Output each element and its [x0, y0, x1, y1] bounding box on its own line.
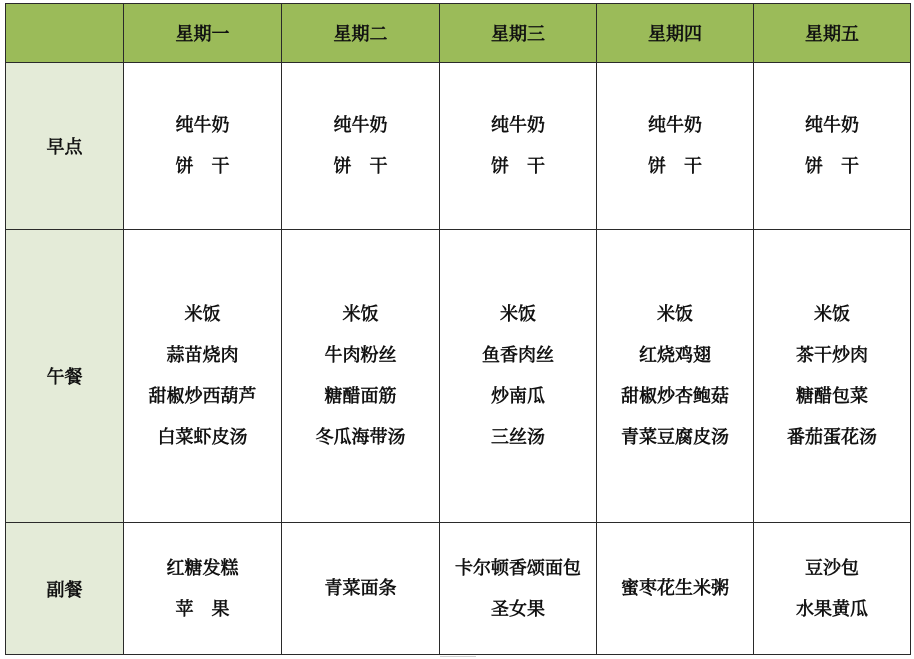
weekly-menu-table	[5, 3, 911, 655]
menu-cell-breakfast-monday	[124, 63, 282, 230]
menu-item: 红糖发糕	[166, 557, 239, 579]
menu-item: 青菜豆腐皮汤	[621, 427, 729, 448]
menu-cell-breakfast-tuesday	[282, 63, 440, 230]
menu-item: 茶干炒肉	[796, 345, 868, 366]
menu-item: 白菜虾皮汤	[157, 427, 248, 448]
menu-item: 甜椒炒西葫芦	[148, 386, 257, 407]
menu-item: 水果黄瓜	[796, 598, 868, 620]
menu-item: 圣女果	[491, 598, 545, 620]
meal-label-breakfast: 早点	[6, 63, 124, 230]
menu-item: 炒南瓜	[491, 386, 545, 407]
menu-item: 米饭	[342, 304, 379, 325]
menu-item: 糖醋包菜	[796, 386, 868, 407]
menu-cell-extra-wednesday	[440, 523, 597, 655]
day-header-monday: 星期一	[124, 4, 282, 63]
day-header-thursday: 星期四	[597, 4, 754, 63]
menu-item: 蒜苗烧肉	[166, 345, 239, 366]
menu-item: 蜜枣花生米粥	[621, 578, 729, 599]
extra-meal-row	[6, 523, 911, 655]
menu-cell-breakfast-friday	[754, 63, 911, 230]
menu-item: 鱼香肉丝	[482, 345, 554, 366]
menu-item: 纯牛奶	[491, 115, 545, 136]
breakfast-row	[6, 63, 911, 230]
menu-item: 苹 果	[175, 598, 230, 620]
menu-item: 饼 干	[175, 156, 230, 177]
menu-cell-extra-tuesday	[282, 523, 440, 655]
menu-item: 纯牛奶	[333, 115, 388, 136]
menu-cell-lunch-monday	[124, 230, 282, 523]
menu-item: 冬瓜海带汤	[315, 427, 406, 448]
day-header-wednesday: 星期三	[440, 4, 597, 63]
menu-item: 甜椒炒杏鲍菇	[621, 386, 729, 407]
meal-label-extra: 副餐	[6, 523, 124, 655]
menu-item: 饼 干	[491, 156, 545, 177]
menu-item: 豆沙包	[805, 557, 859, 579]
menu-item: 饼 干	[648, 156, 702, 177]
menu-item: 米饭	[500, 304, 536, 325]
day-header-tuesday: 星期二	[282, 4, 440, 63]
meal-label-lunch: 午餐	[6, 230, 124, 523]
menu-item: 三丝汤	[491, 427, 545, 448]
corner-cell	[6, 4, 124, 63]
menu-item: 红烧鸡翅	[639, 345, 711, 366]
menu-item: 饼 干	[805, 156, 859, 177]
day-header-friday: 星期五	[754, 4, 911, 63]
menu-cell-lunch-wednesday	[440, 230, 597, 523]
menu-cell-extra-friday	[754, 523, 911, 655]
divider	[440, 656, 476, 657]
menu-cell-lunch-thursday	[597, 230, 754, 523]
menu-cell-breakfast-thursday	[597, 63, 754, 230]
menu-item: 纯牛奶	[805, 115, 859, 136]
menu-item: 纯牛奶	[175, 115, 230, 136]
lunch-row	[6, 230, 911, 523]
menu-item: 纯牛奶	[648, 115, 702, 136]
menu-item: 卡尔顿香颂面包	[455, 557, 581, 579]
menu-cell-lunch-tuesday	[282, 230, 440, 523]
menu-item: 糖醋面筋	[324, 386, 397, 407]
menu-item: 饼 干	[333, 156, 388, 177]
menu-item: 青菜面条	[324, 578, 397, 599]
menu-item: 牛肉粉丝	[324, 345, 397, 366]
menu-item: 番茄蛋花汤	[787, 427, 877, 448]
menu-item: 米饭	[814, 304, 850, 325]
header-row	[6, 4, 911, 63]
menu-item: 米饭	[657, 304, 693, 325]
menu-cell-breakfast-wednesday	[440, 63, 597, 230]
menu-cell-extra-thursday	[597, 523, 754, 655]
menu-item: 米饭	[184, 304, 221, 325]
menu-cell-lunch-friday	[754, 230, 911, 523]
menu-cell-extra-monday	[124, 523, 282, 655]
